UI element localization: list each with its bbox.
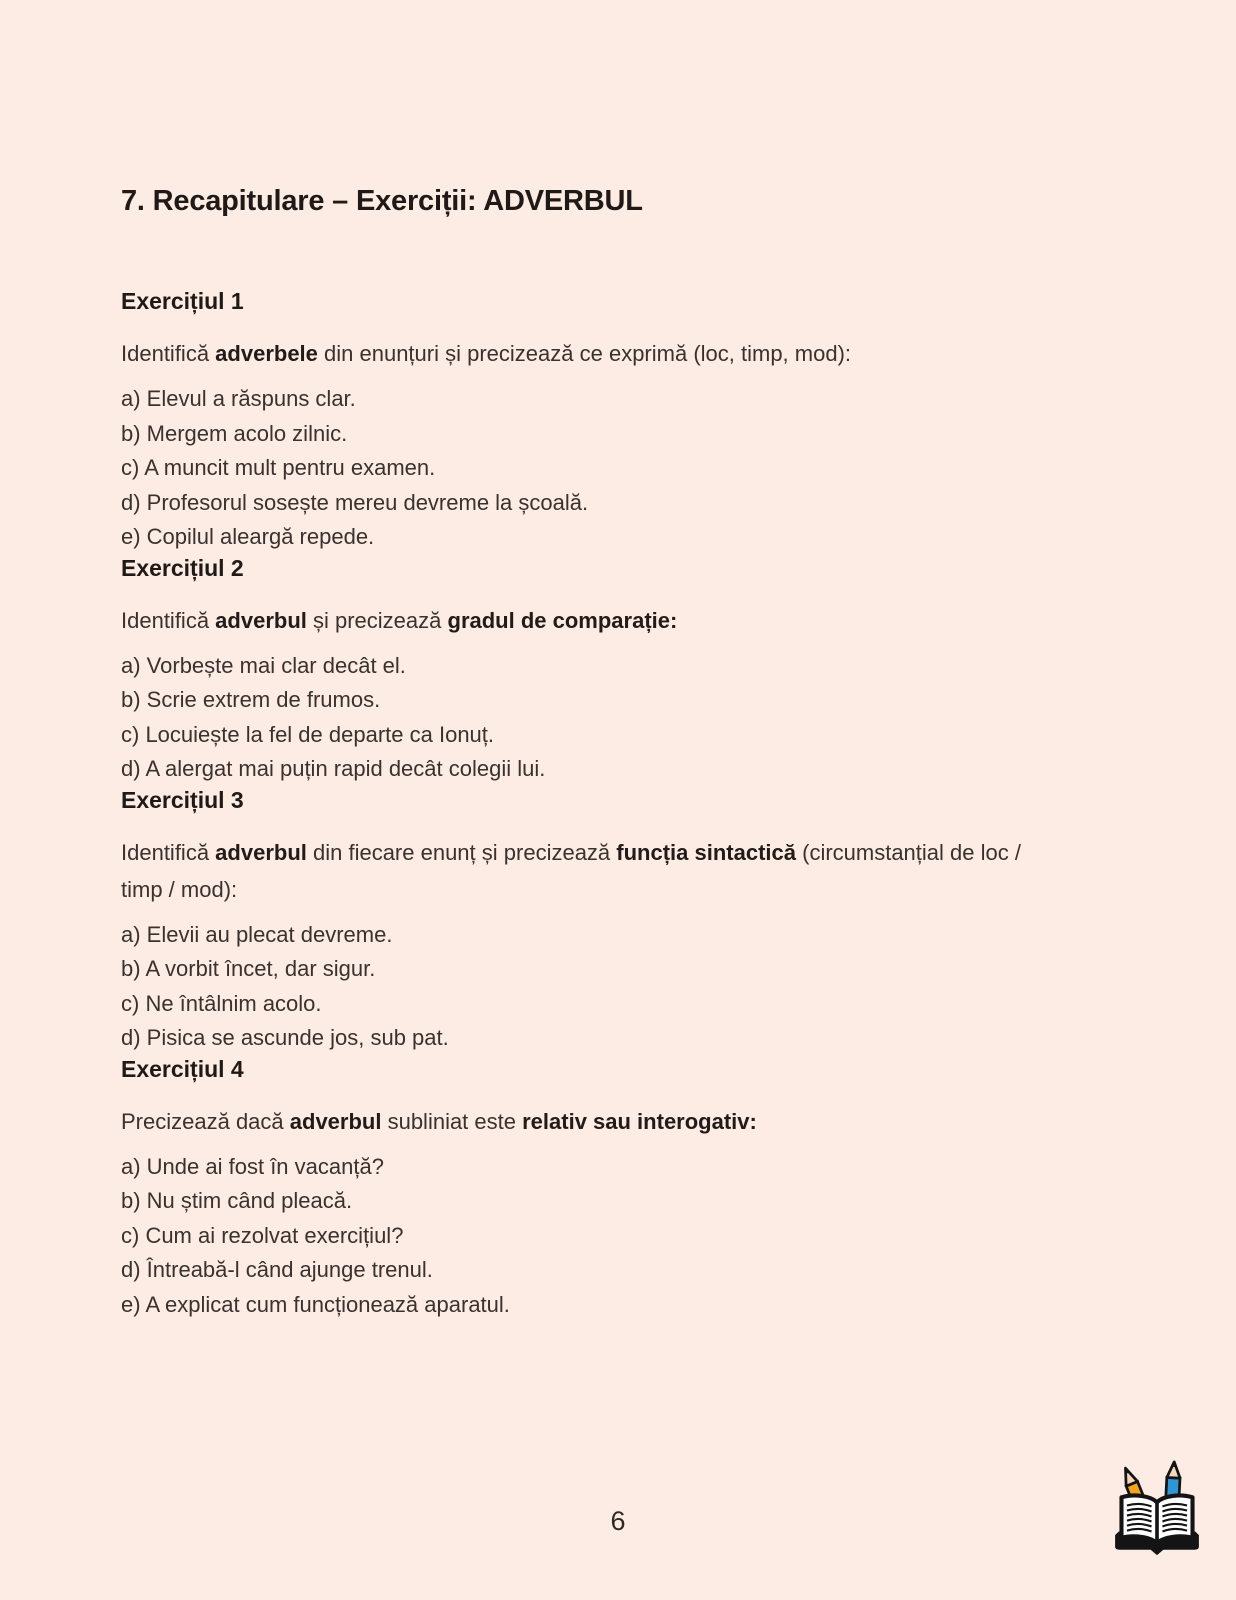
exercise-item: d) Întreabă-l când ajunge trenul.	[121, 1257, 433, 1282]
exercise-item: d) Profesorul sosește mereu devreme la școală.	[121, 489, 589, 515]
exercise-item: b) A vorbit încet, dar sigur.	[121, 956, 376, 981]
exercise-item: b) Nu știm când pleacă.	[121, 1188, 353, 1213]
exercise-item: d) Pisica se ascunde jos, sub pat.	[121, 1025, 449, 1050]
intro-bold-term: adverbul	[215, 607, 307, 633]
exercise-heading: Exercițiul 2	[121, 554, 244, 581]
exercise-item: a) Elevul a răspuns clar.	[121, 386, 356, 411]
exercise-items	[121, 649, 1026, 787]
exercise-items	[121, 918, 1026, 1056]
intro-text: (circumstanțial de loc / timp / mod):	[121, 839, 1021, 902]
exercise-item: a) Elevii au plecat devreme.	[121, 921, 393, 947]
exercise-item: b) Mergem acolo zilnic.	[121, 420, 348, 446]
exercise-item: a) Vorbește mai clar decât el.	[121, 652, 406, 678]
exercise-item: c) A muncit mult pentru examen.	[121, 455, 436, 480]
exercise-item: e) Copilul aleargă repede.	[121, 524, 375, 549]
exercise-item: d) A alergat mai puțin rapid decât colegii lui.	[121, 756, 546, 781]
intro-text: din fiecare enunț și precizează	[306, 839, 617, 865]
intro-bold-term: gradul de comparație:	[447, 607, 678, 633]
exercise-heading: Exercițiul 3	[121, 786, 244, 813]
exercise-items	[121, 382, 1026, 555]
worksheet-content	[121, 185, 1026, 1322]
intro-text: Identifică	[121, 839, 216, 865]
intro-text: Precizează dacă	[121, 1108, 290, 1134]
exercise-item: b) Scrie extrem de frumos.	[121, 687, 381, 712]
exercise-section	[121, 555, 1026, 787]
exercise-heading: Exercițiul 1	[121, 288, 244, 314]
intro-text: Identifică	[121, 607, 216, 633]
intro-bold-term: adverbele	[215, 341, 318, 366]
exercise-intro	[121, 602, 1026, 639]
exercise-section	[121, 1056, 1026, 1323]
exercise-item: e) A explicat cum funcționează aparatul.	[121, 1291, 510, 1317]
page-title: 7. Recapitulare – Exerciții: ADVERBUL	[121, 185, 643, 217]
exercise-item: c) Cum ai rezolvat exercițiul?	[121, 1222, 404, 1248]
intro-text: Identifică	[121, 341, 216, 366]
exercise-intro	[121, 335, 1026, 372]
exercise-list	[121, 288, 1026, 1322]
intro-text: subliniat este	[381, 1108, 523, 1134]
intro-bold-term: adverbul	[215, 839, 307, 865]
exercise-heading: Exercițiul 4	[121, 1055, 244, 1082]
exercise-items	[121, 1150, 1026, 1323]
exercise-item: c) Ne întâlnim acolo.	[121, 990, 322, 1016]
intro-text: și precizează	[306, 607, 448, 633]
intro-bold-term: relativ sau interogativ:	[522, 1108, 757, 1134]
exercise-intro	[121, 834, 1026, 908]
page-number: 6	[610, 1506, 626, 1536]
intro-bold-term: funcția sintactică	[616, 839, 796, 865]
intro-bold-term: adverbul	[289, 1108, 382, 1134]
exercise-section	[121, 288, 1026, 555]
exercise-section	[121, 787, 1026, 1056]
exercise-intro	[121, 1103, 1026, 1140]
open-book-with-pencils-icon	[1110, 1455, 1204, 1557]
exercise-item: a) Unde ai fost în vacanță?	[121, 1153, 384, 1179]
intro-text: din enunțuri și precizează ce exprimă (loc, timp, mod):	[317, 341, 852, 366]
exercise-item: c) Locuiește la fel de departe ca Ionuț.	[121, 721, 495, 747]
